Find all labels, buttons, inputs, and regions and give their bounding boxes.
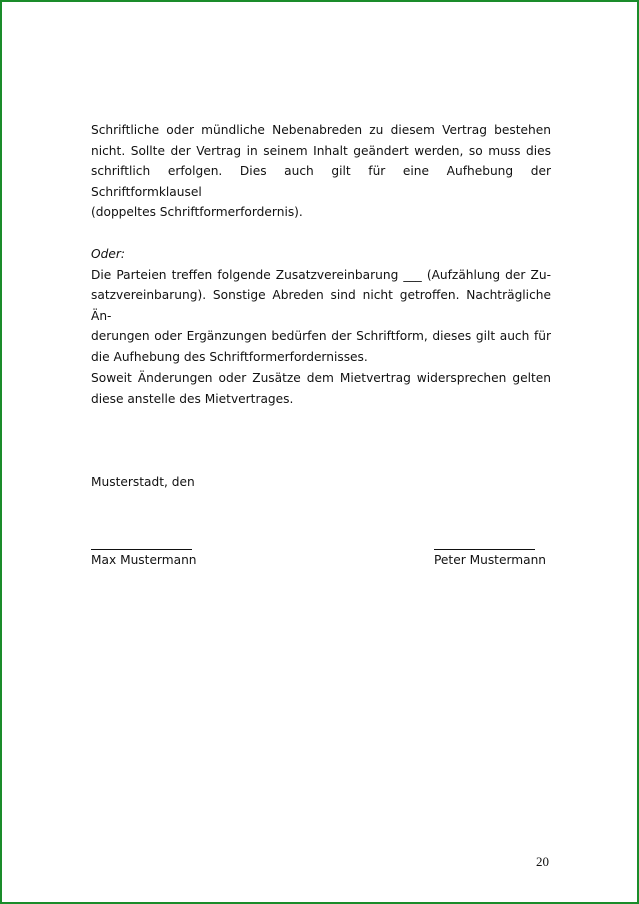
paragraph-line: (doppeltes Schriftformerfordernis). xyxy=(91,205,303,220)
signature-left xyxy=(91,534,196,571)
paragraph-line: Schriftliche oder mündliche Nebenabreden zu diesem Vertrag bestehen xyxy=(91,123,551,137)
paragraph-nebenabreden xyxy=(91,120,551,223)
signature-right xyxy=(434,534,547,571)
paragraph-line: satzvereinbarung). Sonstige Abreden sind nicht getroffen. Nachträgliche Än- xyxy=(91,288,551,323)
paragraph-line: die Aufhebung des Schriftformerfordernisses. xyxy=(91,349,368,364)
paragraph-alternative xyxy=(91,244,551,368)
paragraph-aenderungen xyxy=(91,368,551,409)
paragraph-line: derungen oder Ergänzungen bedürfen der Schriftform, dieses gilt auch für xyxy=(91,329,551,344)
paragraph-line: Soweit Änderungen oder Zusätze dem Mietvertrag widersprechen gelten xyxy=(91,371,551,385)
paragraph-line: diese anstelle des Mietvertrages. xyxy=(91,391,294,406)
paragraph-line: nicht. Sollte der Vertrag in seinem Inhalt geändert werden, so muss dies xyxy=(91,143,551,158)
place-date-line: Musterstadt, den xyxy=(91,475,195,489)
paragraph-line: schriftlich erfolgen. Dies auch gilt für eine Aufhebung der Schriftformklausel xyxy=(91,164,551,199)
paragraph-line: Die Parteien treffen folgende Zusatzvereinbarung ___ (Aufzählung der Zu- xyxy=(91,267,551,282)
signature-name-left: Max Mustermann xyxy=(91,553,197,567)
signature-line-left xyxy=(91,534,192,550)
signature-name-right: Peter Mustermann xyxy=(434,553,547,567)
alternative-heading: Oder: xyxy=(91,247,125,261)
page-number: 20 xyxy=(536,854,549,869)
signature-line-right xyxy=(434,534,535,550)
